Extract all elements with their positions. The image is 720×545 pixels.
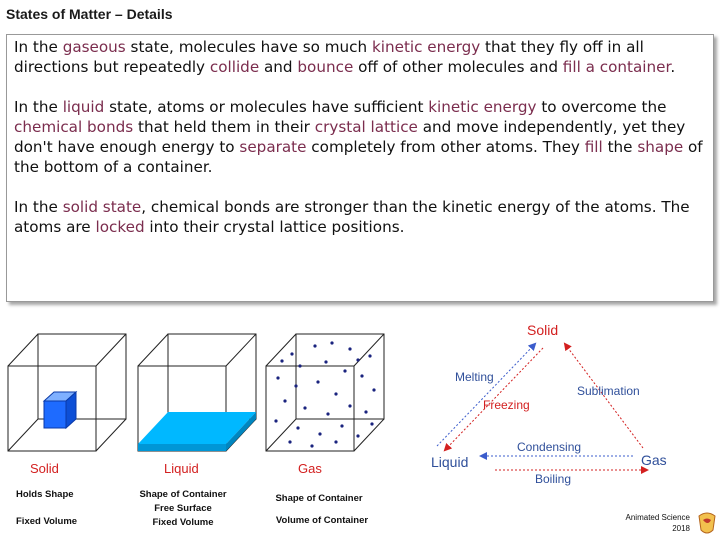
solid-paragraph [14,197,707,237]
body-text: In the [14,38,63,56]
liquid-paragraph [14,97,707,177]
keyword-text: chemical bonds [14,118,134,136]
solid-diagram-label: Solid [30,461,59,476]
phase-change-arrows [415,314,720,540]
keyword-text: locked [95,218,145,236]
credit-line2: 2018 [672,524,690,533]
body-text: . [670,58,676,76]
liquid-line2: Free Surface [154,503,212,514]
solid-line1: Holds Shape [16,489,74,500]
melting-arrow [437,344,535,446]
keyword-text: fill a container [562,58,671,76]
liquid-line3: Fixed Volume [152,517,214,528]
keyword-text: solid state [62,198,142,216]
boiling-label: Boiling [535,472,572,486]
gas-paragraph [14,37,707,77]
keyword-text: crystal lattice [314,118,418,136]
keyword-text: separate [239,138,307,156]
body-text: state, atoms or molecules have sufficient [104,98,429,116]
body-text: to overcome the [536,98,667,116]
body-text: , chemical bonds are stronger than the kinetic energy of the atoms. The atoms are [14,198,690,236]
body-text: In the [14,98,63,116]
cycle-solid-label: Solid [527,322,559,338]
keyword-text: gaseous [62,38,126,56]
cycle-liquid-label: Liquid [431,454,469,470]
keyword-text: shape [637,138,684,156]
keyword-text: fill [584,138,603,156]
gas-particles [274,341,375,447]
body-text: and move independently, yet they don't have enough energy to [14,118,686,156]
phase-change-cycle [415,314,720,540]
keyword-text: kinetic energy [428,98,537,116]
melting-label: Melting [455,370,494,384]
keyword-text: liquid [62,98,105,116]
keyword-text: collide [209,58,260,76]
gas-line2: Volume of Container [275,515,369,526]
slide-title: States of Matter – Details [6,6,173,22]
credit [626,512,690,534]
keyword-text: bounce [297,58,354,76]
body-text: off of other molecules and [353,58,563,76]
body-text: state, molecules have so much [125,38,372,56]
liquid-fill [138,412,256,451]
body-text: that they fly off in all directions but repeatedly [14,38,644,76]
states-diagram [0,316,400,540]
solid-block [44,392,76,428]
gas-diagram-label: Gas [298,461,322,476]
freezing-label: Freezing [483,398,530,412]
liquid-line1: Shape of Container [139,489,227,500]
solid-line2: Fixed Volume [16,516,78,527]
cycle-gas-label: Gas [641,452,667,468]
body-text: that held them in their [133,118,315,136]
condensing-label: Condensing [517,440,582,454]
sublimation-label: Sublimation [577,384,640,398]
body-text: completely from other atoms. They [306,138,585,156]
keyword-text: kinetic energy [371,38,481,56]
credit-line1: Animated Science [625,513,690,522]
liquid-diagram-label: Liquid [164,461,199,476]
gas-cube [266,334,384,451]
body-text: In the [14,198,63,216]
body-text: of the bottom of a container. [14,138,703,176]
details-textbox [6,34,714,302]
body-text: into their crystal lattice positions. [144,218,405,236]
gas-line1: Shape of Container [275,493,363,504]
body-text: and [259,58,298,76]
body-text: the [602,138,638,156]
animated-science-logo-icon [696,510,718,536]
